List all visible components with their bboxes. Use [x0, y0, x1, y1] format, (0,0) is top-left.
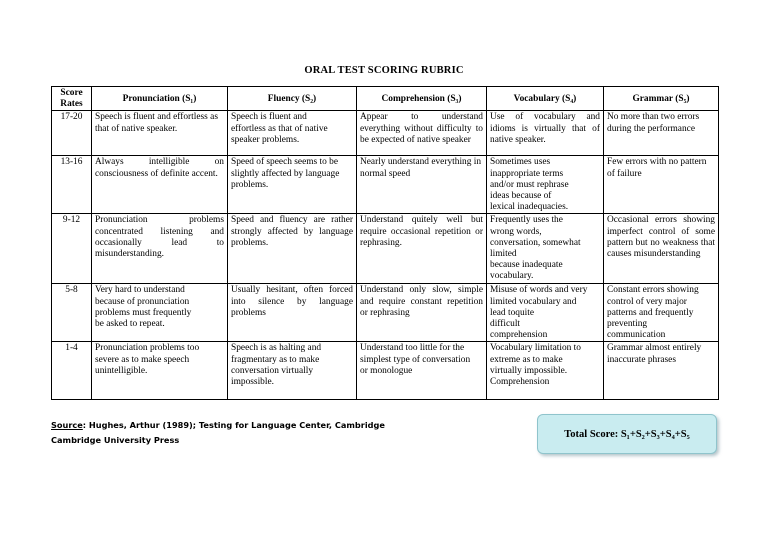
fluency-cell: Speed of speech seems to be slightly affected by language problems. — [228, 156, 357, 214]
header-comprehension: Comprehension (S₃) — [357, 87, 487, 111]
table-row — [52, 111, 719, 156]
comprehension-cell: Understand too little for the simplest type of conversation or monologue — [357, 342, 487, 400]
score-cell: 13-16 — [52, 156, 92, 214]
table-row — [52, 284, 719, 342]
vocabulary-cell: Misuse of words and very limited vocabulary and lead toquite difficult comprehension — [487, 284, 604, 342]
vocabulary-cell: Frequently uses the wrong words, conversation, somewhat limited because inadequate vocabulary. — [487, 214, 604, 284]
header-grammar: Grammar (S₅) — [604, 87, 719, 111]
vocabulary-cell: Vocabulary limitation to extreme as to make virtually impossible. Comprehension — [487, 342, 604, 400]
vocabulary-cell: Use of vocabulary and idioms is virtually that of native speaker. — [487, 111, 604, 156]
comprehension-cell: Nearly understand everything in normal speed — [357, 156, 487, 214]
vocabulary-cell: Sometimes uses inappropriate terms and/or must rephrase ideas because of lexical inadequacies. — [487, 156, 604, 214]
fluency-cell: Speech is as halting and fragmentary as to make conversation virtually impossible. — [228, 342, 357, 400]
source-text: : Hughes, Arthur (1989); Testing for Language Center, Cambridge — [82, 420, 385, 430]
table-row — [52, 156, 719, 214]
grammar-cell: Grammar almost entirely inaccurate phrases — [604, 342, 719, 400]
score-cell: 1-4 — [52, 342, 92, 400]
table-row — [52, 214, 719, 284]
comprehension-cell: Understand only slow, simple and require constant repetition or rephrasing — [357, 284, 487, 342]
grammar-cell: Few errors with no pattern of failure — [604, 156, 719, 214]
pronunciation-cell: Pronunciation problems too severe as to make speech unintelligible. — [92, 342, 228, 400]
grammar-cell: Constant errors showing control of very major patterns and frequently preventing communication — [604, 284, 719, 342]
source-label: Source — [51, 420, 83, 430]
fluency-cell: Speed and fluency are rather strongly affected by language problems. — [228, 214, 357, 284]
total-score-box — [537, 414, 717, 454]
source-citation — [51, 418, 471, 448]
fluency-cell: Usually hesitant, often forced into silence by language problems — [228, 284, 357, 342]
pronunciation-cell: Speech is fluent and effortless as that of native speaker. — [92, 111, 228, 156]
grammar-cell: No more than two errors during the performance — [604, 111, 719, 156]
header-score-rates: Score Rates — [52, 87, 92, 111]
score-cell: 5-8 — [52, 284, 92, 342]
fluency-cell: Speech is fluent and effortless as that of native speaker problems. — [228, 111, 357, 156]
rubric-title: ORAL TEST SCORING RUBRIC — [304, 65, 464, 76]
scoring-rubric-table — [51, 86, 719, 400]
total-score-formula: Total Score: S₁+S₂+S₃+S₄+S₅ — [564, 428, 690, 440]
comprehension-cell: Appear to understand everything without difficulty to be expected of native speaker — [357, 111, 487, 156]
table-row — [52, 342, 719, 400]
source-line-2: Cambridge University Press — [51, 435, 180, 445]
source-line-1 — [51, 418, 471, 433]
score-cell: 17-20 — [52, 111, 92, 156]
grammar-cell: Occasional errors showing imperfect control of some pattern but no weakness that causes misunderstanding — [604, 214, 719, 284]
score-cell: 9-12 — [52, 214, 92, 284]
pronunciation-cell: Always intelligible on consciousness of definite accent. — [92, 156, 228, 214]
header-row — [52, 87, 719, 111]
header-vocabulary: Vocabulary (S₄) — [487, 87, 604, 111]
header-fluency: Fluency (S₂) — [228, 87, 357, 111]
pronunciation-cell: Pronunciation problems concentrated listening and occasionally lead to misunderstanding. — [92, 214, 228, 284]
pronunciation-cell: Very hard to understand because of pronunciation problems must frequently be asked to repeat. — [92, 284, 228, 342]
header-pronunciation: Pronunciation (S₁) — [92, 87, 228, 111]
comprehension-cell: Understand quitely well but require occasional repetition or rephrasing. — [357, 214, 487, 284]
